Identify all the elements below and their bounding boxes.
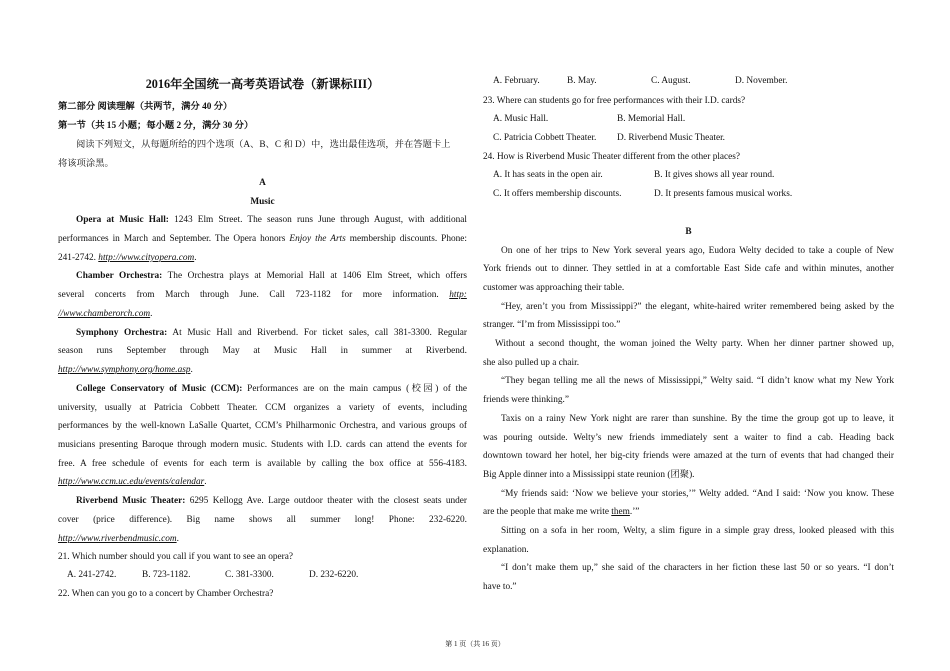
passage-a-title: Music [250,197,275,207]
q21-option-d[interactable]: D. 232-6220. [309,570,359,580]
passage-b-p2-line-2: stranger. “I’m from Mississippi too.” [483,320,621,330]
passage-b-p5-line-2: was pouring outside. Welty’s new friends immediately sent a waiter to find a cab. Heading back [483,433,894,443]
passage-b-p7-line-1: Sitting on a sofa in her room, Welty, a slim figure in a simple gray dress, looked pleased with this [501,526,894,536]
ccm-line-6: http://www.ccm.uc.edu/events/calendar. [58,477,207,487]
chamber-link-start[interactable]: http: [449,290,467,300]
part-heading: 第二部分 阅读理解（共两节，满分 40 分） [58,102,233,112]
symphony-line-2: season runs September through May at Music Hall in summer at Riverbend. [58,346,467,356]
passage-b-p8-line-2: have to.” [483,582,517,592]
symphony-line-3: http://www.symphony.org/home.asp. [58,365,193,375]
question-24: 24. How is Riverbend Music Theater different from the other places? [483,152,741,162]
symphony-line-1: Symphony Orchestra: At Music Hall and Riverbend. For ticket sales, call 381-3300. Regular [76,328,467,338]
opera-line-2: performances in March and September. The Opera honors Enjoy the Arts membership discounts. Phone: [58,234,467,244]
ccm-line-4: musicians presenting Baroque through modern music. Students with I.D. cards can attend the events for [58,440,467,450]
q22-option-a[interactable]: A. February. [493,76,540,86]
passage-a-letter: A [259,178,266,188]
underlined-word-them: them [611,507,630,517]
riverbend-line-2: cover (price difference). Big name shows all summer long! Phone: 232-6220. [58,515,467,525]
opera-link[interactable]: http://www.cityopera.com [98,253,195,263]
riverbend-line-1: Riverbend Music Theater: 6295 Kellogg Ave. Large outdoor theater with the closest seats under [76,496,468,506]
q24-option-d[interactable]: D. It presents famous musical works. [654,189,793,199]
section-heading: 第一节（共 15 小题；每小题 2 分，满分 30 分） [58,121,254,131]
riverbend-link[interactable]: http://www.riverbendmusic.com [58,534,177,544]
q22-option-d[interactable]: D. November. [735,76,788,86]
chamber-link[interactable]: //www.chamberorch.com [58,309,151,319]
q23-option-a[interactable]: A. Music Hall. [493,114,549,124]
q24-option-b[interactable]: B. It gives shows all year round. [654,170,775,180]
ccm-line-5: free. A free schedule of events for each term is available by calling the box office at 556-4183. [58,459,467,469]
passage-b-p5-line-3: downtown toward her hotel, her big-city friends were amazed at the turn of events that had changed their [483,451,894,461]
opera-line-3: 241-2742. http://www.cityopera.com. [58,253,197,263]
instructions-line-2: 将该项涂黑。 [58,159,114,169]
q24-option-c[interactable]: C. It offers membership discounts. [493,189,622,199]
q23-option-d[interactable]: D. Riverbend Music Theater. [617,133,726,143]
q21-option-a[interactable]: A. 241-2742. [67,570,117,580]
passage-b-p6-line-2: are the people that make me write them.’” [483,507,640,517]
riverbend-line-3: http://www.riverbendmusic.com. [58,534,179,544]
question-21: 21. Which number should you call if you want to see an opera? [58,552,294,562]
q22-option-b[interactable]: B. May. [567,76,597,86]
passage-b-p5-line-4: Big Apple dinner into a Mississippi state reunion (团聚). [483,470,695,480]
q24-option-a[interactable]: A. It has seats in the open air. [493,170,603,180]
q23-option-b[interactable]: B. Memorial Hall. [617,114,686,124]
chamber-line-2: several concerts from March through June. Call 723-1182 for more information. http: [58,290,467,300]
ccm-link[interactable]: http://www.ccm.uc.edu/events/calendar [58,477,205,487]
page-number: 第 1 页（共 16 页） [445,640,505,648]
passage-b-p4-line-1: “They began telling me all the news of Mississippi,” Welty said. “I didn’t know what my New York [501,376,894,386]
opera-name: Opera at Music Hall: [76,215,169,225]
chamber-line-1: Chamber Orchestra: The Orchestra plays at Memorial Hall at 1406 Elm Street, which offers [76,271,468,281]
ccm-line-2: university, usually at Patricia Cobbett Theater. CCM organizes a variety of events, including [58,403,467,413]
page-title: 2016年全国统一高考英语试卷（新课标III） [145,77,380,91]
opera-line-1: Opera at Music Hall: 1243 Elm Street. The season runs June through August, with additional [76,215,468,225]
passage-b-p8-line-1: “I don’t make them up,” she said of the characters in her fiction these last 50 or so years. “I don’t [501,563,894,573]
passage-b-p3-line-1: Without a second thought, the woman joined the Welty party. When her dinner partner showed up, [495,339,894,349]
passage-b-p7-line-2: explanation. [483,545,529,555]
chamber-line-3: //www.chamberorch.com. [58,309,153,319]
instructions-line-1: 阅读下列短文，从每题所给的四个选项（A、B、C 和 D）中，选出最佳选项，并在答题卡上 [76,140,451,150]
passage-b-p1-line-3: customer was approaching their table. [483,283,625,293]
passage-b-p4-line-2: friends were thinking.” [483,395,569,405]
passage-b-p5-line-1: Taxis on a rainy New York night are rarer than sunshine. By the time the group got up to leave, it [501,414,894,424]
q22-option-c[interactable]: C. August. [651,76,691,86]
passage-b-p1-line-2: York friends out to dinner. They settled in at a comfortable East Side cafe and within minutes, another [483,264,894,274]
q21-option-c[interactable]: C. 381-3300. [225,570,274,580]
question-22: 22. When can you go to a concert by Chamber Orchestra? [58,589,274,599]
passage-b-p6-line-1: “My friends said: ‘Now we believe your stories,’” Welty added. “And I said: ‘Now you know. These [501,489,894,499]
ccm-line-1: College Conservatory of Music (CCM): Performances are on the main campus (校园) of the [76,384,467,394]
ccm-line-3: performances by the well-known LaSalle Quartet, CCM’s Philharmonic Orchestra, and various groups of [58,421,467,431]
passage-b-p1-line-1: On one of her trips to New York several years ago, Eudora Welty decided to take a couple of New [501,246,894,256]
q21-option-b[interactable]: B. 723-1182. [142,570,191,580]
passage-b-p3-line-2: she also pulled up a chair. [483,358,580,368]
question-23: 23. Where can students go for free performances with their I.D. cards? [483,96,746,106]
symphony-link[interactable]: http://www.symphony.org/home.asp [58,365,191,375]
q23-option-c[interactable]: C. Patricia Cobbett Theater. [493,133,597,143]
passage-b-p2-line-1: “Hey, aren’t you from Mississippi?” the elegant, white-haired writer remembered being asked by the [501,302,894,312]
passage-b-letter: B [685,227,692,237]
